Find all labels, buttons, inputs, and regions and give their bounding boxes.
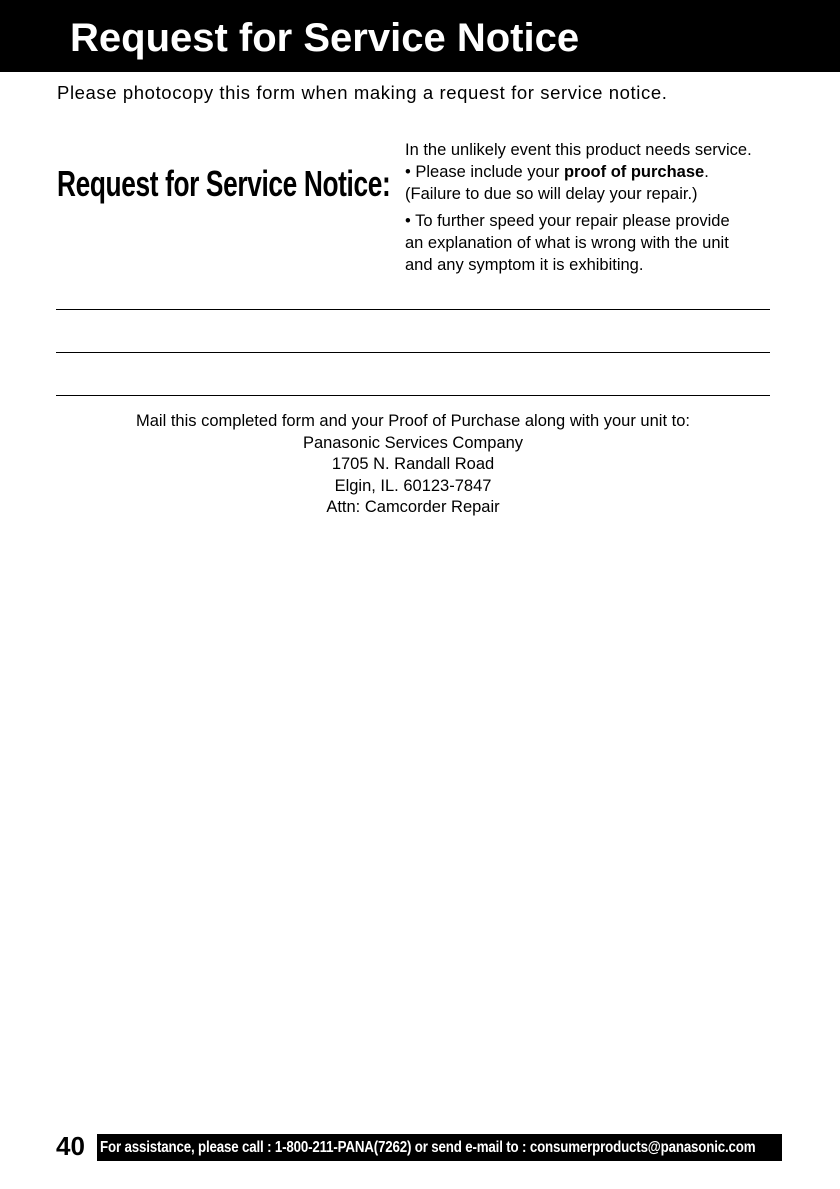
bullet-text: .: [704, 163, 709, 181]
header-bar: [0, 0, 840, 72]
writing-line-1[interactable]: [56, 309, 770, 310]
bullet-text: • Please include your: [405, 163, 564, 181]
address-company: Panasonic Services Company: [302, 433, 524, 452]
bullet-line: and any symptom it is exhibiting.: [405, 256, 644, 274]
writing-line-3[interactable]: [56, 395, 770, 396]
form-title: Request for Service Notice:: [57, 163, 391, 204]
subtitle: Please photocopy this form when making a request for service notice.: [57, 82, 668, 103]
bold-proof-of-purchase: proof of purchase: [563, 163, 705, 181]
bullet-explanation: [405, 210, 805, 276]
address-city: Elgin, IL. 60123-7847: [334, 476, 492, 495]
page-title: Request for Service Notice: [70, 16, 580, 60]
instructions: [405, 139, 805, 276]
address-attn: Attn: Camcorder Repair: [326, 498, 500, 516]
writing-line-2[interactable]: [56, 352, 770, 353]
bullet-line: • To further speed your repair please provide: [405, 212, 730, 230]
bullet-line: [405, 161, 805, 183]
bullet-proof-of-purchase: [405, 161, 805, 205]
bullet-line: an explanation of what is wrong with the unit: [405, 234, 729, 252]
address-street: 1705 N. Randall Road: [331, 455, 495, 473]
assistance-text: For assistance, please call : 1-800-211-PANA(7262) or send e-mail to : consumerproducts@panasonic.com: [100, 1139, 756, 1156]
instructions-intro: In the unlikely event this product needs service.: [405, 141, 752, 159]
footer-bar: [97, 1134, 782, 1161]
mail-instruction: Mail this completed form and your Proof of Purchase along with your unit to:: [136, 412, 690, 430]
page-number: 40: [56, 1131, 85, 1161]
bullet-line: (Failure to due so will delay your repair.): [405, 185, 698, 203]
mailing-address: [0, 411, 826, 519]
